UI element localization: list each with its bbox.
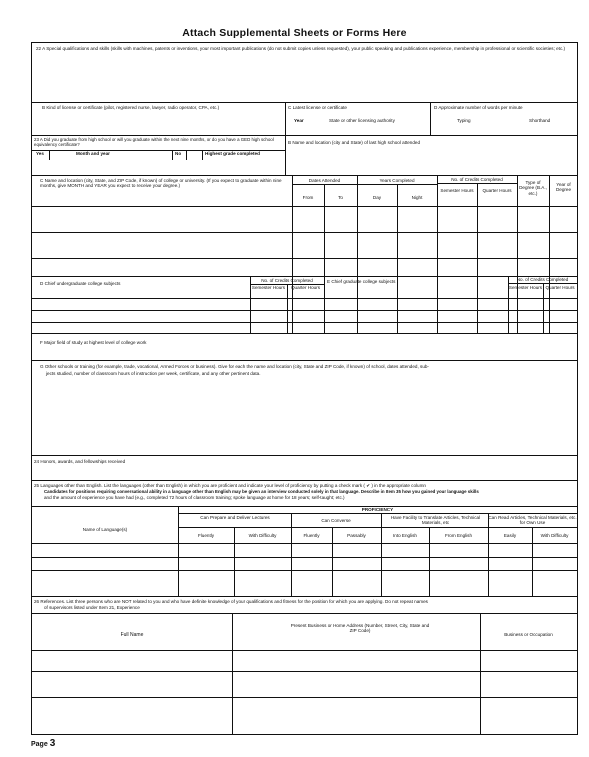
divider xyxy=(32,480,577,481)
hs-no-label: No xyxy=(175,151,182,156)
lectures-label: Can Prepare and Deliver Lectures xyxy=(200,515,270,520)
undergrad-quarter-label: Quarter Hours xyxy=(290,285,321,290)
license-year-label: Year xyxy=(294,118,304,123)
undergrad-semester-label: Semester Hours xyxy=(251,285,286,290)
form-grid xyxy=(31,42,578,735)
page-number: 3 xyxy=(49,738,56,749)
undergrad-subjects-label: D Chief undergraduate college subjects xyxy=(40,281,121,286)
subjects-row[interactable] xyxy=(32,323,577,333)
dates-from-label: From xyxy=(302,195,314,200)
dates-to-label: To xyxy=(338,195,343,200)
divider xyxy=(32,135,577,136)
college-row[interactable] xyxy=(32,233,577,258)
item22-field[interactable] xyxy=(34,59,574,101)
other-schools-field[interactable] xyxy=(34,379,574,454)
divider xyxy=(32,360,577,361)
dates-attended-label: Dates Attended xyxy=(308,178,341,183)
languages-label-3: and the amount of experience you have had (e.g., completed 72 hours of classroom training; spoke language at home for 18 years; self-taught; etc.) xyxy=(44,495,345,500)
full-name-label: Full Name xyxy=(120,632,144,638)
languages-label-1: 25 Languages other than English. List the languages (other than English) in which you are proficient and indicate your level of proficiency by putting a check mark ( ✔ ) in the appropriate column xyxy=(34,483,426,488)
page-footer xyxy=(31,738,55,749)
typing-label: Typing xyxy=(457,118,471,123)
converse-label: Can Converse xyxy=(321,518,351,523)
year-degree-label: Year of Degree xyxy=(555,182,572,193)
into-english-label: Into English xyxy=(392,533,417,538)
major-field-label: F Major field of study at highest level of college work xyxy=(40,340,147,345)
reference-row[interactable] xyxy=(32,698,577,733)
license-kind-label: B Kind of license or certificate (pilot, registered nurse, lawyer, radio operator, CPA, etc.) xyxy=(42,105,220,110)
latest-license-label: C Latest license or certificate xyxy=(288,105,347,110)
divider xyxy=(32,175,577,176)
read-difficulty-label: With Difficulty xyxy=(540,533,569,538)
other-schools-label-2: jects studied, number of classroom hours of instruction per week, certificate, and any other pertinent data. xyxy=(46,371,261,376)
hs-name-location-field[interactable] xyxy=(288,147,574,173)
hs-highest-grade-label: Highest grade completed xyxy=(205,151,260,156)
divider xyxy=(172,150,173,160)
occupation-label: Business or Occupation xyxy=(504,632,553,637)
converse-passably-label: Passably xyxy=(347,533,366,538)
shorthand-label: Shorthand xyxy=(529,118,551,123)
divider xyxy=(202,150,203,160)
hs-yes-label: Yes xyxy=(36,151,44,156)
grad-quarter-label: Quarter Hours xyxy=(545,285,575,290)
undergrad-credits-label: No. of Credits Completed xyxy=(261,278,313,283)
divider xyxy=(32,613,577,614)
honors-field[interactable] xyxy=(34,466,574,479)
converse-fluently-label: Fluently xyxy=(303,533,320,538)
words-per-minute-label: D Approximate number of words per minute xyxy=(434,105,523,110)
college-credits-label: No. of Credits Completed xyxy=(451,177,503,182)
grad-semester-label: Semester Hours xyxy=(508,285,543,290)
page-label: Page xyxy=(31,741,48,748)
subjects-row[interactable] xyxy=(32,311,577,321)
address-label: Present Business or Home Address (Number, Street, City, State and ZIP Code) xyxy=(290,623,430,634)
divider xyxy=(32,333,577,334)
language-row[interactable] xyxy=(32,571,577,583)
references-label-2: of supervisors listed under Item 21, Experience xyxy=(44,605,140,610)
years-completed-label: Years Completed xyxy=(379,178,415,183)
divider xyxy=(32,596,577,597)
major-field-field[interactable] xyxy=(34,347,574,359)
college-row[interactable] xyxy=(32,207,577,232)
other-schools-label-1: G Other schools or training (for example, trade, vocational, Armed Forces or business). Give for each the name and location (city, State and ZIP Code, if known) of school, dates attended, sub- xyxy=(40,364,429,369)
divider xyxy=(32,455,577,456)
language-row[interactable] xyxy=(32,544,577,556)
translate-label: Have Facility to Translate Articles, Technical Materials, etc xyxy=(390,515,481,526)
references-label-1: 26 References. List three persons who are NOT related to you and who have definite knowledge of your qualifications and fitness for the position for which you are applying. Do not repeat names xyxy=(34,599,428,604)
divider xyxy=(32,276,577,277)
divider xyxy=(32,102,577,103)
divider xyxy=(292,184,437,185)
lectures-difficulty-label: With Difficulty xyxy=(248,533,277,538)
type-degree-label: Type of Degree (B.A., etc.) xyxy=(519,180,547,196)
reference-row[interactable] xyxy=(32,672,577,697)
honors-label: 24 Honors, awards, and fellowships received xyxy=(34,459,126,464)
divider xyxy=(178,513,577,514)
latest-license-field[interactable] xyxy=(288,125,428,134)
lectures-fluently-label: Fluently xyxy=(197,533,215,538)
read-easily-label: Easily xyxy=(503,533,517,538)
divider xyxy=(285,102,286,135)
grad-credits-label: No. of Credits Completed xyxy=(516,277,569,282)
grad-subjects-label: E Chief graduate college subjects xyxy=(327,279,396,284)
license-state-label: State or other licensing authority xyxy=(329,118,395,123)
divider xyxy=(285,135,286,175)
college-label: C Name and location (city, State, and ZIP Code, if known) of college or university. (If you expect to graduate within nine months, give MONTH and YEAR you expect to receive your degree.) xyxy=(40,178,282,189)
divider xyxy=(430,102,431,135)
hs-name-location-label: B Name and location (city and State) of last high school attended xyxy=(288,140,421,145)
page-title: Attach Supplemental Sheets or Forms Here xyxy=(182,27,407,39)
college-quarter-label: Quarter Hours xyxy=(482,188,512,193)
divider xyxy=(178,527,577,528)
language-row[interactable] xyxy=(32,558,577,570)
from-english-label: From English xyxy=(444,533,473,538)
language-name-label: Name of Language(s) xyxy=(82,527,128,532)
read-articles-label: Can Read Articles, Technical Materials, etc. for Own Use xyxy=(488,515,577,526)
item22-label: 22 A Special qualifications and skills (skills with machines, patents or inventions, your most important publications (do not submit copies unless requested), your public speaking and publications experience, membership in professional or scientific societies; etc.) xyxy=(36,46,566,51)
reference-row[interactable] xyxy=(32,651,577,671)
divider xyxy=(186,150,187,160)
hs-graduate-label: 23 A Did you graduate from high school or will you graduate within the next nine months, or do you have a GED high school equivalency certificate? xyxy=(34,137,274,147)
divider xyxy=(49,150,50,160)
languages-label-2: Candidates for positions requiring conversational ability in a language other than English may be given an interview conducted solely in that language. Describe in Item 35 how you gained your language skills xyxy=(44,489,479,494)
license-kind-field[interactable] xyxy=(34,113,282,133)
college-semester-label: Semester Hours xyxy=(440,188,474,193)
years-night-label: Night xyxy=(411,195,423,200)
hs-month-year-label: Month and year xyxy=(76,151,110,156)
proficiency-label: PROFICIENCY xyxy=(361,507,394,512)
years-day-label: Day xyxy=(372,195,382,200)
subjects-row[interactable] xyxy=(32,299,577,309)
words-per-minute-field[interactable] xyxy=(433,125,575,134)
